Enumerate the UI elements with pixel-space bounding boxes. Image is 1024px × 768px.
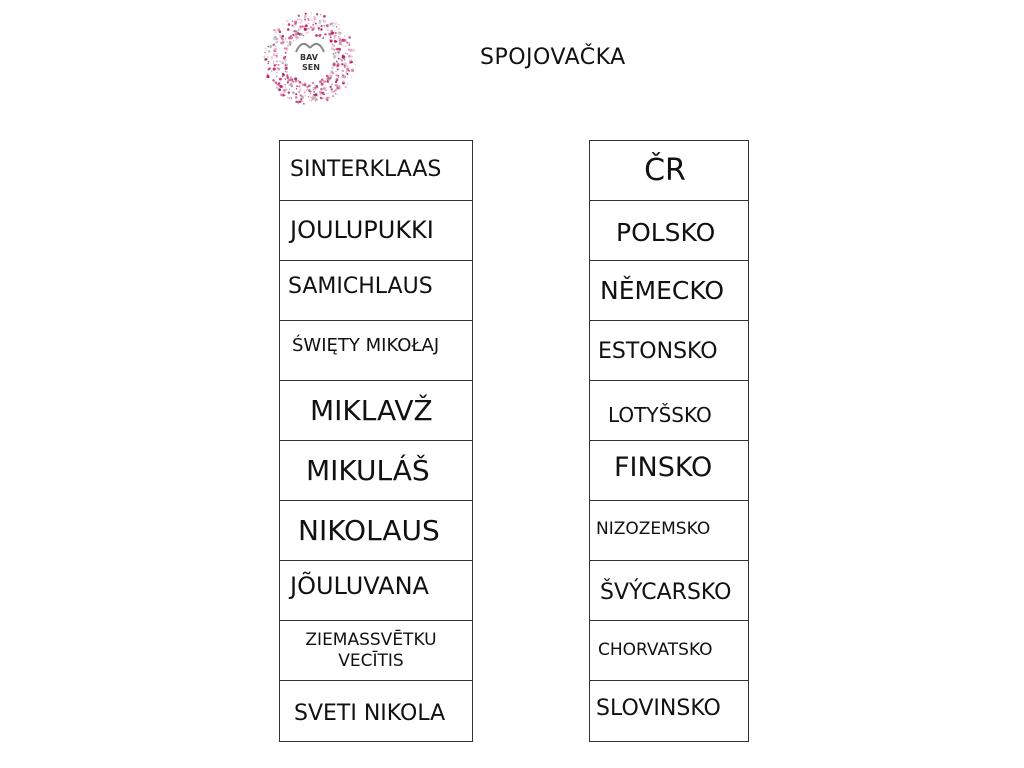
logo-text-1: BAV bbox=[300, 53, 318, 62]
right-item[interactable]: NĚMECKO bbox=[590, 261, 748, 321]
left-item[interactable]: MIKULÁŠ bbox=[280, 441, 472, 501]
left-item[interactable]: ZIEMASSVĒTKU VECĪTIS bbox=[280, 621, 472, 681]
right-item[interactable]: SLOVINSKO bbox=[596, 695, 721, 721]
left-item[interactable]: NIKOLAUS bbox=[280, 501, 472, 561]
left-item[interactable]: JÕULUVANA bbox=[280, 561, 472, 621]
left-item[interactable]: SINTERKLAAS bbox=[280, 141, 472, 201]
right-item[interactable]: ESTONSKO bbox=[590, 321, 748, 381]
right-item[interactable]: ČR bbox=[590, 141, 748, 201]
left-item[interactable]: JOULUPUKKI bbox=[280, 201, 472, 261]
page-title: SPOJOVAČKA bbox=[480, 45, 626, 70]
right-item[interactable]: CHORVATSKO bbox=[590, 621, 748, 681]
logo-text-2: SEN bbox=[302, 63, 320, 72]
right-item[interactable]: POLSKO bbox=[590, 201, 748, 261]
bavsen-logo-icon bbox=[262, 12, 358, 106]
right-item[interactable]: NIZOZEMSKO bbox=[590, 501, 748, 561]
left-item[interactable]: MIKLAVŽ bbox=[280, 381, 472, 441]
right-column bbox=[589, 140, 749, 742]
left-item[interactable]: SVETI NIKOLA bbox=[294, 700, 446, 726]
right-item[interactable]: ŠVÝCARSKO bbox=[590, 561, 748, 621]
right-item[interactable]: FINSKO bbox=[590, 441, 748, 501]
left-item[interactable]: SAMICHLAUS bbox=[280, 261, 472, 321]
right-item[interactable]: LOTYŠSKO bbox=[590, 381, 748, 441]
left-item[interactable]: ŚWIĘTY MIKOŁAJ bbox=[280, 321, 472, 381]
left-column bbox=[279, 140, 473, 742]
